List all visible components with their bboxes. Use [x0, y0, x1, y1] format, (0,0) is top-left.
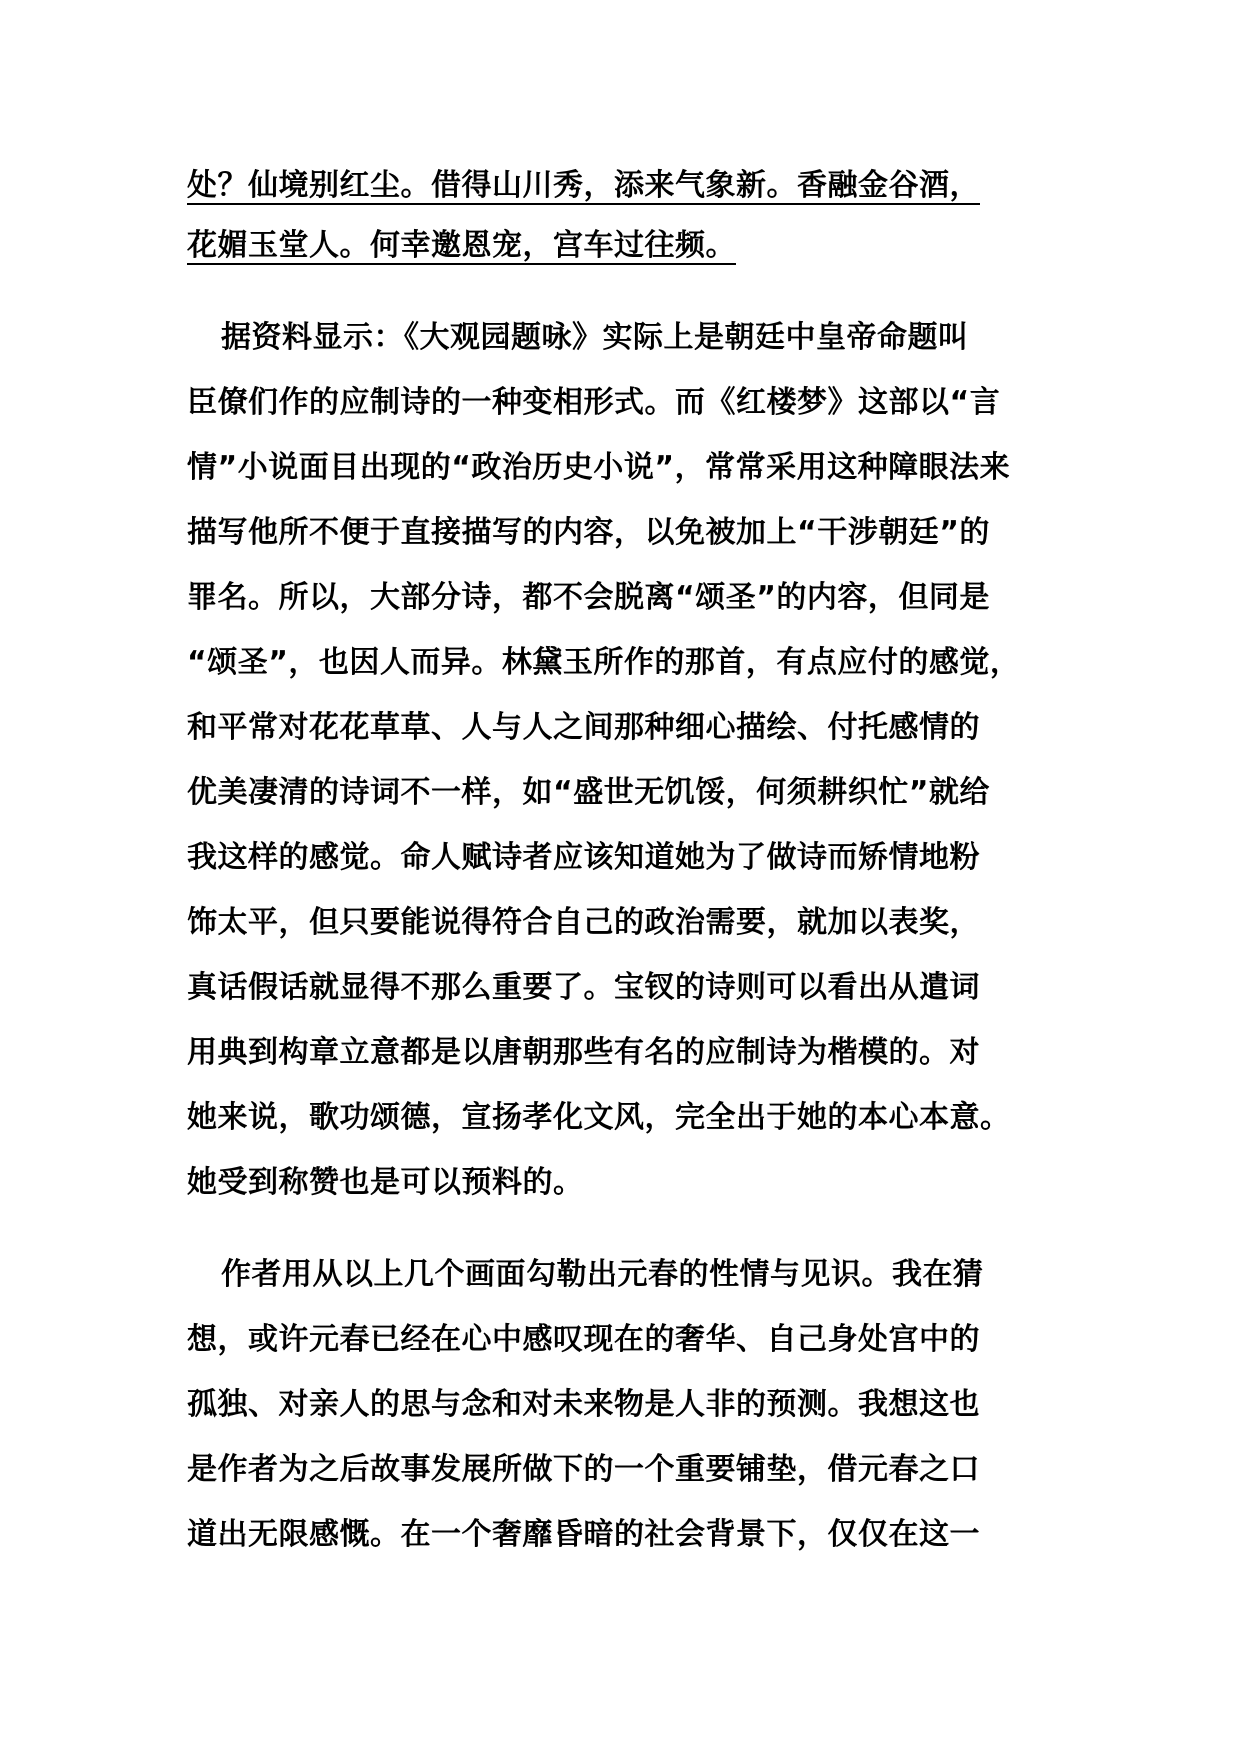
paragraph1-line: 描写他所不便于直接描写的内容，以免被加上“干涉朝廷”的 [187, 515, 990, 550]
paragraph1-line: 用典到构章立意都是以唐朝那些有名的应制诗为楷模的。对 [187, 1035, 980, 1070]
paragraph1-line: 我这样的感觉。命人赋诗者应该知道她为了做诗而矫情地粉 [187, 840, 980, 875]
paragraph2-line: 是作者为之后故事发展所做下的一个重要铺垫，借元春之口 [187, 1452, 980, 1487]
paragraph1-line: 情”小说面目出现的“政治历史小说”，常常采用这种障眼法来 [187, 450, 1011, 485]
poem-line: 花媚玉堂人。何幸邀恩宠，宫车过往频。 [187, 228, 736, 263]
paragraph1-line: 和平常对花花草草、人与人之间那种细心描绘、付托感情的 [187, 710, 980, 745]
paragraph1-line: 真话假话就显得不那么重要了。宝钗的诗则可以看出从遣词 [187, 970, 980, 1005]
paragraph1-line: 罪名。所以，大部分诗，都不会脱离“颂圣”的内容，但同是 [187, 580, 990, 615]
paragraph1-line: 优美凄清的诗词不一样，如“盛世无饥馁，何须耕织忙”就给 [187, 775, 990, 810]
paragraph1-line: 她受到称赞也是可以预料的。 [187, 1165, 584, 1200]
paragraph2-line: 作者用从以上几个画面勾勒出元春的性情与见识。我在猜 [221, 1257, 984, 1292]
paragraph1-line: 她来说，歌功颂德，宣扬孝化文风，完全出于她的本心本意。 [187, 1100, 1011, 1135]
paragraph2-line: 道出无限感慨。在一个奢靡昏暗的社会背景下，仅仅在这一 [187, 1517, 980, 1552]
paragraph1-line: 臣僚们作的应制诗的一种变相形式。而《红楼梦》这部以“言 [187, 385, 1001, 420]
paragraph2-line: 孤独、对亲人的思与念和对未来物是人非的预测。我想这也 [187, 1387, 980, 1422]
paragraph1-line: “颂圣”，也因人而异。林黛玉所作的那首，有点应付的感觉， [187, 645, 1021, 680]
paragraph1-line: 饰太平，但只要能说得符合自己的政治需要，就加以表奖， [187, 905, 980, 940]
poem-line: 处？仙境别红尘。借得山川秀，添来气象新。香融金谷酒， [187, 168, 980, 203]
paragraph1-line: 据资料显示：《大观园题咏》实际上是朝廷中皇帝命题叫 [221, 320, 969, 355]
paragraph2-line: 想，或许元春已经在心中感叹现在的奢华、自己身处宫中的 [187, 1322, 980, 1357]
